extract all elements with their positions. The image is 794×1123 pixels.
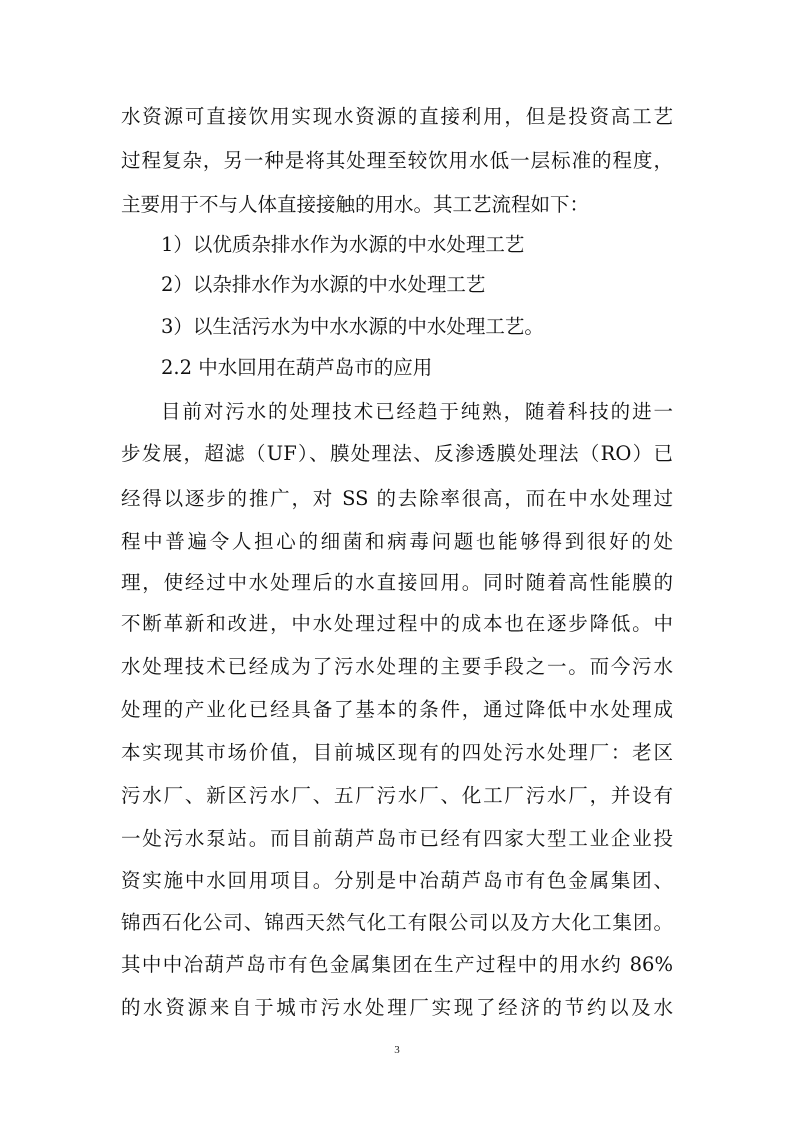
body-text-line: 水处理技术已经成为了污水处理的主要手段之一。而今污水 [121,655,673,678]
body-text-line: 步发展，超滤（UF）、膜处理法、反渗透膜处理法（RO）已 [121,442,673,465]
body-text-line: 锦西石化公司、锦西天然气化工有限公司以及方大化工集团。 [121,911,673,934]
body-text-line: 的水资源来自于城市污水处理厂实现了经济的节约以及水 [121,996,673,1019]
list-item: 3）以生活污水为中水水源的中水处理工艺。 [161,315,544,338]
body-text-line: 理，使经过中水处理后的水直接回用。同时随着高性能膜的 [121,571,673,594]
body-text-line: 其中中冶葫芦岛市有色金属集团在生产过程中的用水约 86% [121,953,673,976]
body-text-line: 处理的产业化已经具备了基本的条件，通过降低中水处理成 [121,698,673,721]
body-text-line: 资实施中水回用项目。分别是中冶葫芦岛市有色金属集团、 [121,869,673,892]
body-text-line: 经得以逐步的推广，对 SS 的去除率很高，而在中水处理过 [121,487,673,510]
section-heading: 2.2 中水回用在葫芦岛市的应用 [161,356,433,379]
body-text-line: 本实现其市场价值，目前城区现有的四处污水处理厂：老区 [121,741,673,764]
body-text-line: 程中普遍令人担心的细菌和病毒问题也能够得到很好的处 [121,530,673,553]
page-number: 3 [394,1044,400,1056]
body-text-line: 目前对污水的处理技术已经趋于纯熟，随着科技的进一 [161,400,673,423]
body-text-line: 不断革新和改进，中水处理过程中的成本也在逐步降低。中 [121,612,673,635]
body-text-line: 一处污水泵站。而目前葫芦岛市已经有四家大型工业企业投 [121,827,673,850]
list-item: 1）以优质杂排水作为水源的中水处理工艺 [161,233,525,256]
body-text-line: 过程复杂，另一种是将其处理至较饮用水低一层标准的程度， [121,149,673,172]
body-text-line: 主要用于不与人体直接接触的用水。其工艺流程如下： [121,193,590,216]
body-text-line: 水资源可直接饮用实现水资源的直接利用，但是投资高工艺 [121,105,673,128]
list-item: 2）以杂排水作为水源的中水处理工艺 [161,273,486,296]
body-text-line: 污水厂、新区污水厂、五厂污水厂、化工厂污水厂，并设有 [121,784,673,807]
